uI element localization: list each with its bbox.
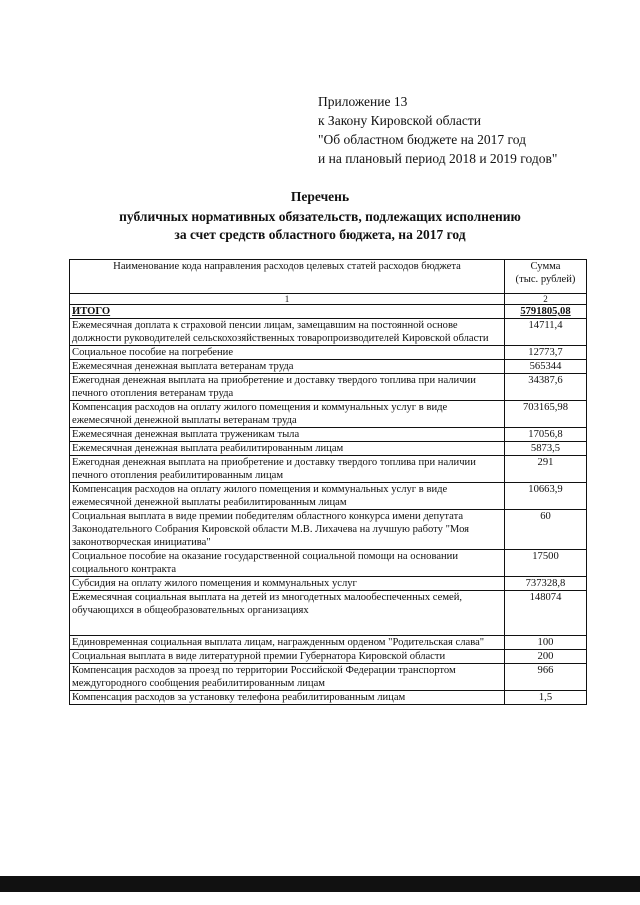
- header-sum-line-1: Сумма: [530, 261, 561, 272]
- row-name: Ежемесячная социальная выплата на детей из многодетных малообеспеченных семей, обучающихся в общеобразовательных организациях: [70, 591, 505, 636]
- row-name: Единовременная социальная выплата лицам, награжденным орденом "Родительская слава": [70, 636, 505, 650]
- table-row: [70, 346, 587, 360]
- row-sum: 565344: [505, 360, 587, 374]
- column-number-1: 1: [70, 294, 505, 305]
- table-row: [70, 319, 587, 346]
- table-row: [70, 691, 587, 705]
- row-sum: 291: [505, 456, 587, 483]
- table-row: [70, 360, 587, 374]
- row-name: Ежемесячная денежная выплата ветеранам труда: [70, 360, 505, 374]
- document-subtitle-2: за счет средств областного бюджета, на 2017 год: [174, 227, 466, 242]
- row-name: Социальная выплата в виде премии победителям областного конкурса имени депутата Законодательного Собрания Кировской области М.В. Лихачева на лучшую работу "Моя законотворческая инициатива": [70, 510, 505, 550]
- row-name: Социальное пособие на погребение: [70, 346, 505, 360]
- scan-edge-bar: [0, 876, 640, 892]
- obligations-table: [69, 259, 587, 705]
- document-subtitle-1: публичных нормативных обязательств, подлежащих исполнению: [119, 209, 521, 224]
- row-sum: 34387,6: [505, 374, 587, 401]
- table-row: [70, 374, 587, 401]
- appendix-note: [318, 92, 557, 168]
- row-sum: 60: [505, 510, 587, 550]
- table-body: [70, 319, 587, 705]
- row-name: Компенсация расходов на оплату жилого помещения и коммунальных услуг в виде ежемесячной денежной выплаты ветеранам труда: [70, 401, 505, 428]
- row-sum: 1,5: [505, 691, 587, 705]
- table-row: [70, 664, 587, 691]
- total-label: ИТОГО: [70, 305, 505, 319]
- row-name: Компенсация расходов за установку телефона реабилитированным лицам: [70, 691, 505, 705]
- table-row: [70, 550, 587, 577]
- header-name-cell: Наименование кода направления расходов целевых статей расходов бюджета: [70, 260, 505, 294]
- table-header-row: [70, 260, 587, 294]
- table-row: [70, 650, 587, 664]
- row-name: Ежемесячная денежная выплата реабилитированным лицам: [70, 442, 505, 456]
- row-sum: 17056,8: [505, 428, 587, 442]
- row-sum: 10663,9: [505, 483, 587, 510]
- document-title: Перечень: [290, 189, 350, 204]
- row-name: Субсидия на оплату жилого помещения и коммунальных услуг: [70, 577, 505, 591]
- table-row: [70, 401, 587, 428]
- row-name: Социальная выплата в виде литературной премии Губернатора Кировской области: [70, 650, 505, 664]
- row-name: Компенсация расходов на оплату жилого помещения и коммунальных услуг в виде ежемесячной денежной выплаты реабилитированным лицам: [70, 483, 505, 510]
- row-sum: 5873,5: [505, 442, 587, 456]
- row-sum: 17500: [505, 550, 587, 577]
- appendix-line-4: и на плановый период 2018 и 2019 годов": [318, 151, 558, 166]
- appendix-line-1: Приложение 13: [318, 94, 408, 109]
- table-row: [70, 510, 587, 550]
- total-row: [70, 305, 587, 319]
- row-sum: 703165,98: [505, 401, 587, 428]
- table-row: [70, 442, 587, 456]
- table-row: [70, 428, 587, 442]
- row-sum: 100: [505, 636, 587, 650]
- column-number-row: [70, 294, 587, 305]
- row-sum: 148074: [505, 591, 587, 636]
- row-name: Компенсация расходов за проезд по территории Российской Федерации транспортом междугородного сообщения реабилитированным лицам: [70, 664, 505, 691]
- appendix-line-3: "Об областном бюджете на 2017 год: [318, 132, 526, 147]
- row-name: Социальное пособие на оказание государственной социальной помощи на основании социального контракта: [70, 550, 505, 577]
- table-row: [70, 577, 587, 591]
- table-row: [70, 636, 587, 650]
- header-sum-cell: [505, 260, 587, 294]
- row-sum: 200: [505, 650, 587, 664]
- row-sum: 14711,4: [505, 319, 587, 346]
- table-row: [70, 483, 587, 510]
- total-value: 5791805,08: [505, 305, 587, 319]
- row-sum: 966: [505, 664, 587, 691]
- table-row: [70, 456, 587, 483]
- column-number-2: 2: [505, 294, 587, 305]
- row-name: Ежемесячная доплата к страховой пенсии лицам, замещавшим на постоянной основе должности руководителей сельскохозяйственных товаропроизводителей Кировской области: [70, 319, 505, 346]
- row-name: Ежегодная денежная выплата на приобретение и доставку твердого топлива при наличии печного отопления реабилитированным лицам: [70, 456, 505, 483]
- row-sum: 12773,7: [505, 346, 587, 360]
- row-sum: 737328,8: [505, 577, 587, 591]
- row-name: Ежегодная денежная выплата на приобретение и доставку твердого топлива при наличии печного отопления ветеранам труда: [70, 374, 505, 401]
- appendix-line-2: к Закону Кировской области: [318, 113, 482, 128]
- table-row: [70, 591, 587, 636]
- header-sum-line-2: (тыс. рублей): [515, 274, 576, 285]
- row-name: Ежемесячная денежная выплата труженикам тыла: [70, 428, 505, 442]
